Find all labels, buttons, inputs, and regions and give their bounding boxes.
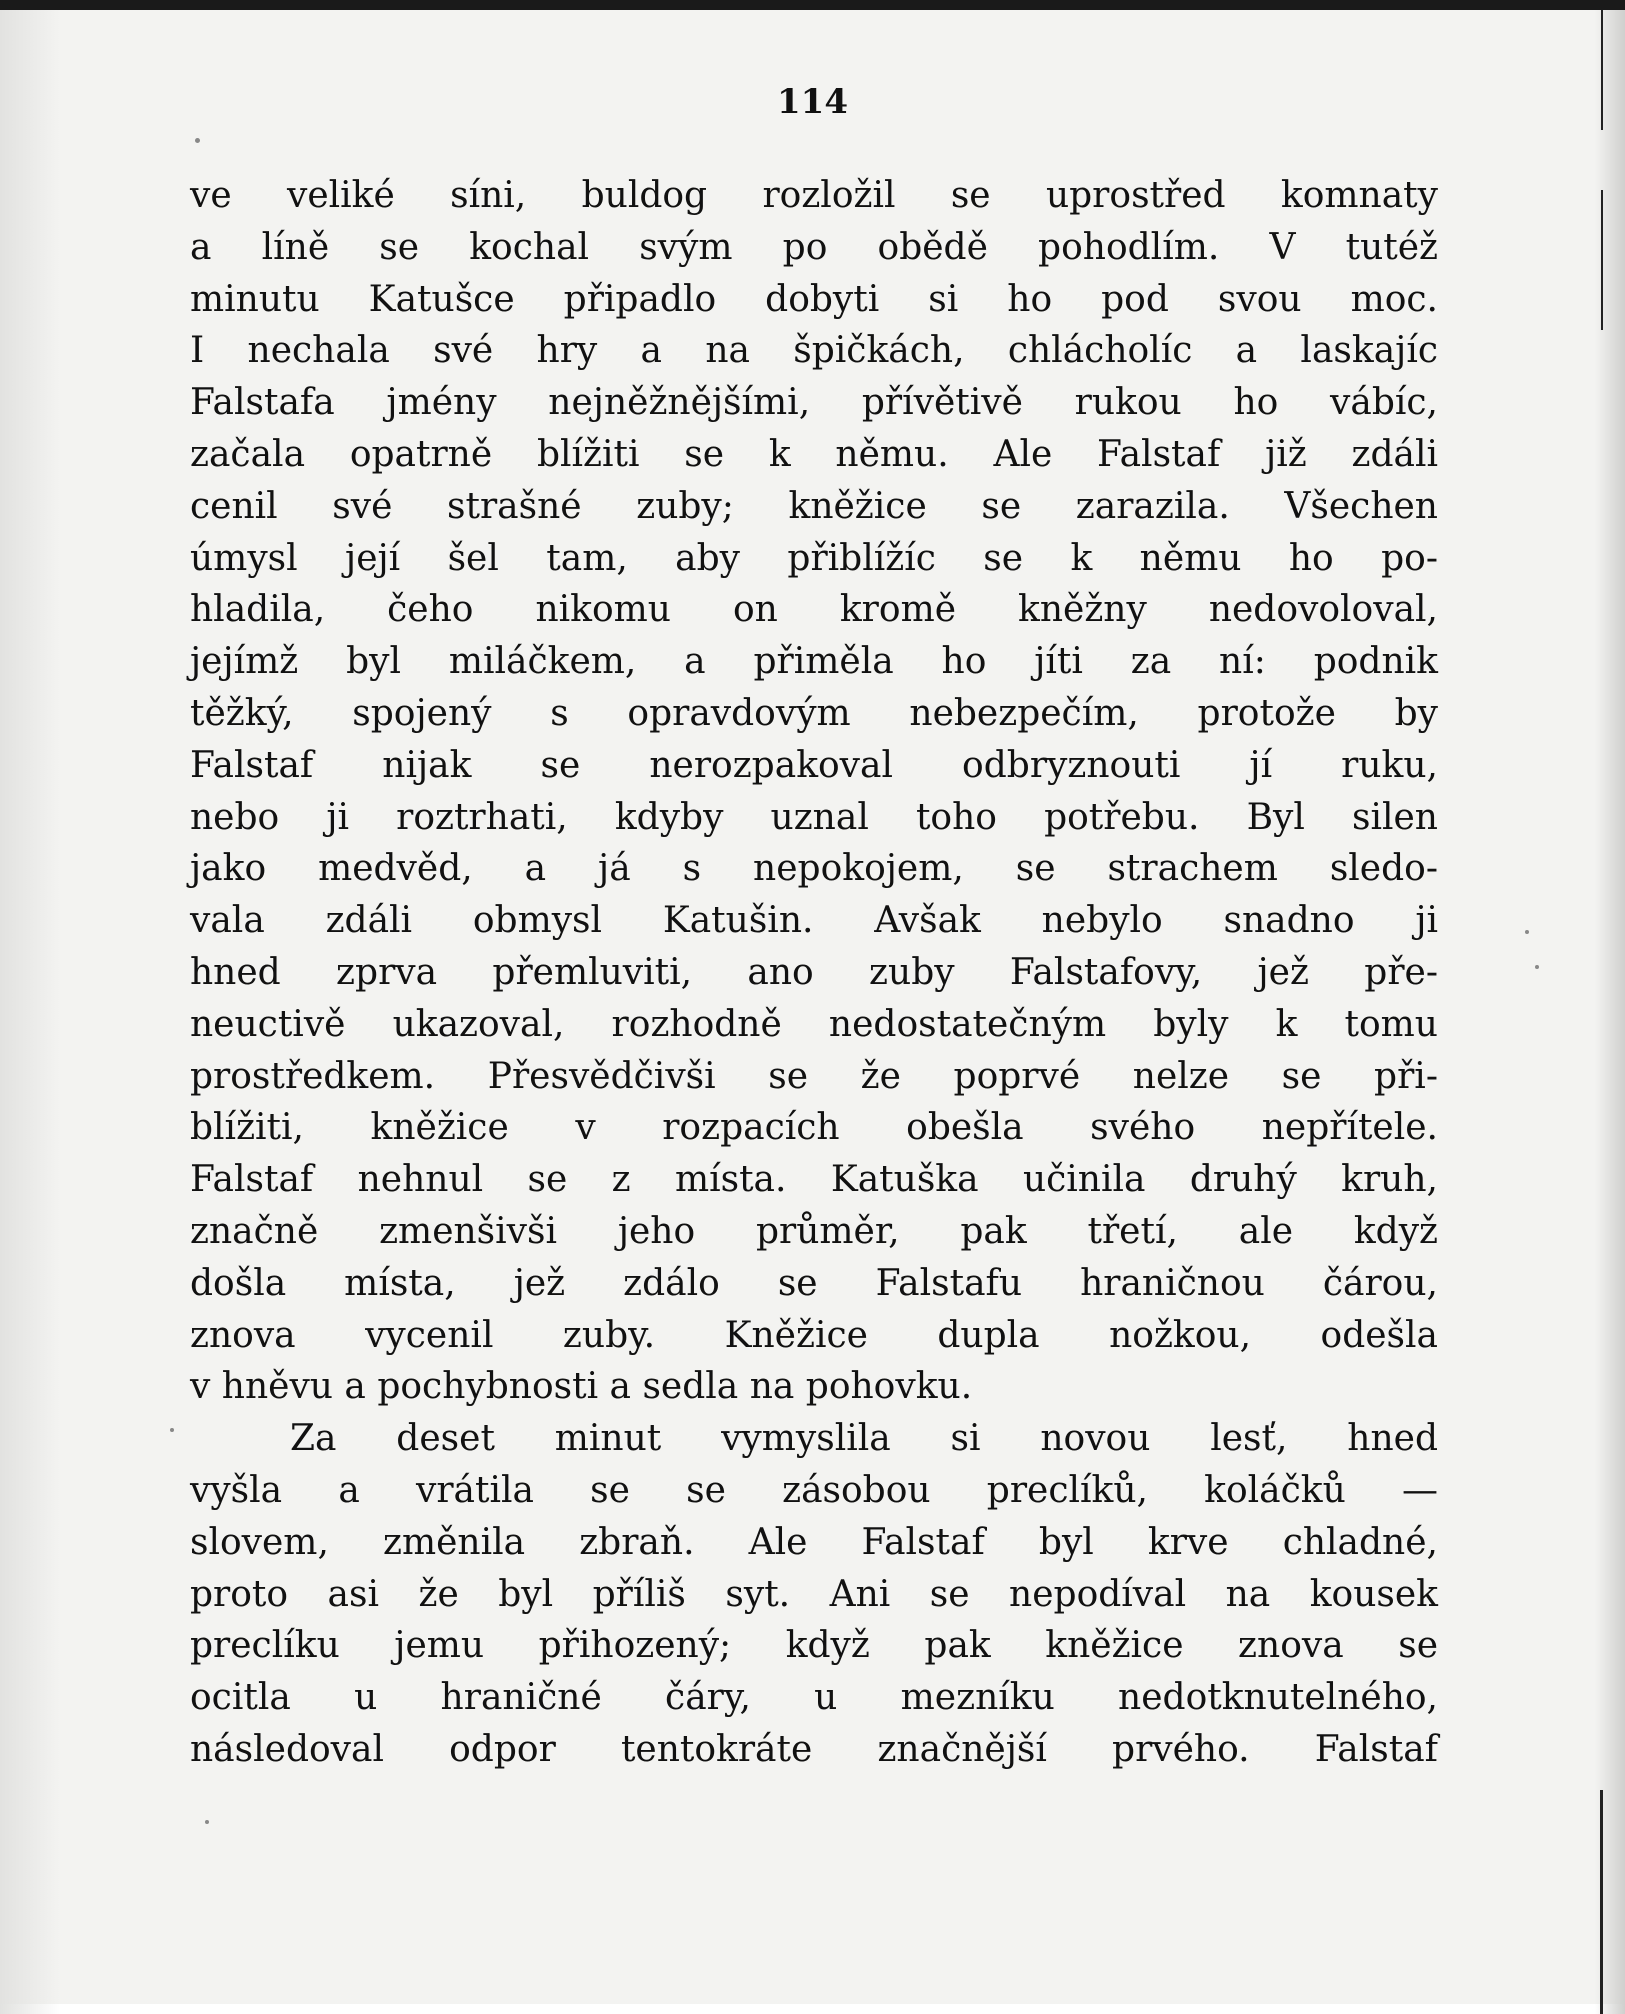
page-right-shadow	[1595, 10, 1625, 2014]
page-edge-line	[1601, 190, 1603, 330]
text-line: Falstafa jmény nejněžnějšími, přívětivě rukou ho vábíc,	[190, 382, 1438, 424]
text-line: Falstaf nehnul se z místa. Katuška učinila druhý kruh,	[190, 1159, 1438, 1201]
text-line: úmysl její šel tam, aby přiblížíc se k němu ho po-	[190, 537, 1438, 579]
text-line: blížiti, kněžice v rozpacích obešla svého nepřítele.	[190, 1107, 1438, 1149]
text-line: vyšla a vrátila se se zásobou preclíků, koláčků —	[190, 1469, 1438, 1511]
text-line: Za deset minut vymyslila si novou lesť, hned	[290, 1418, 1438, 1460]
page-edge-line	[1600, 1790, 1603, 2014]
text-line: I nechala své hry a na špičkách, chlácholíc a laskajíc	[190, 330, 1438, 372]
scan-speck	[205, 1820, 209, 1824]
text-line: a líně se kochal svým po obědě pohodlím. V tutéž	[190, 226, 1438, 268]
text-line: značně zmenšivši jeho průměr, pak třetí, ale když	[190, 1210, 1438, 1252]
text-line: hladila, čeho nikomu on kromě kněžny nedovoloval,	[190, 589, 1438, 631]
text-line: nebo ji roztrhati, kdyby uznal toho potřebu. Byl silen	[190, 796, 1438, 838]
text-line: proto asi že byl příliš syt. Ani se nepodíval na kousek	[190, 1573, 1438, 1615]
text-line: začala opatrně blížiti se k němu. Ale Falstaf již zdáli	[190, 433, 1438, 475]
text-line: znova vycenil zuby. Kněžice dupla nožkou, odešla	[190, 1314, 1438, 1356]
page-number: 114	[777, 82, 848, 122]
text-line: ve veliké síni, buldog rozložil se uprostřed komnaty	[190, 175, 1438, 216]
page-left-shadow	[0, 10, 60, 2014]
text-line: vala zdáli obmysl Katušin. Avšak nebylo snadno ji	[190, 900, 1438, 942]
text-line: preclíku jemu přihozený; když pak kněžice znova se	[190, 1625, 1438, 1667]
scan-speck	[1525, 930, 1529, 934]
scan-speck	[195, 138, 200, 143]
text-line: cenil své strašné zuby; kněžice se zarazila. Všechen	[190, 485, 1438, 527]
text-line: slovem, změnila zbraň. Ale Falstaf byl krve chladné,	[190, 1521, 1438, 1563]
body-text	[190, 170, 1438, 1776]
text-line: minutu Katušce připadlo dobyti si ho pod svou moc.	[190, 278, 1438, 320]
text-line: Falstaf nijak se nerozpakoval odbryznouti jí ruku,	[190, 744, 1438, 786]
scan-speck	[170, 1428, 174, 1432]
text-line: těžký, spojený s opravdovým nebezpečím, protože by	[190, 692, 1438, 734]
text-line: jejímž byl miláčkem, a přiměla ho jíti za ní: podnik	[190, 641, 1438, 683]
text-line: došla místa, jež zdálo se Falstafu hraničnou čárou,	[190, 1262, 1438, 1304]
text-line: v hněvu a pochybnosti a sedla na pohovku.	[190, 1366, 973, 1408]
text-line: prostředkem. Přesvědčivši se že poprvé nelze se při-	[190, 1055, 1438, 1097]
text-line: hned zprva přemluviti, ano zuby Falstafovy, jež pře-	[190, 951, 1438, 993]
text-line: jako medvěd, a já s nepokojem, se strachem sledo-	[190, 848, 1438, 890]
text-line: následoval odpor tentokráte značnější prvého. Falstaf	[190, 1728, 1438, 1770]
text-line: ocitla u hraničné čáry, u mezníku nedotknutelného,	[190, 1677, 1438, 1719]
scan-speck	[1535, 965, 1539, 969]
text-line: neuctivě ukazoval, rozhodně nedostatečným byly k tomu	[190, 1003, 1438, 1045]
